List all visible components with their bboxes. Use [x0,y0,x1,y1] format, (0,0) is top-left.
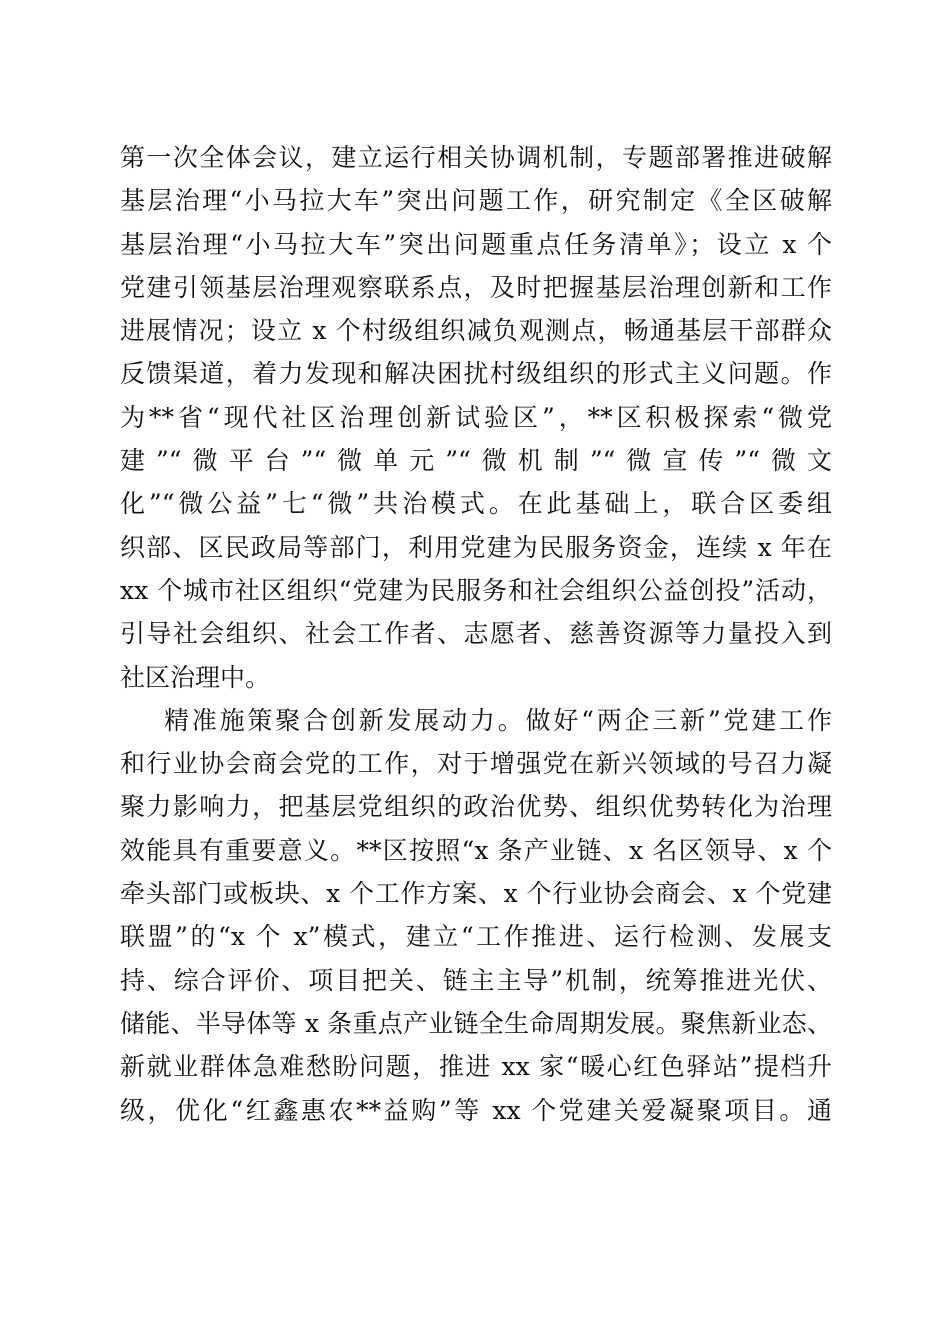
paragraph-line: 引导社会组织、社会工作者、志愿者、慈善资源等力量投入到 [120,619,832,649]
paragraph-1 [120,136,832,699]
paragraph-line: 基层治理“小马拉大车”突出问题工作，研究制定《全区破解 [120,186,832,216]
paragraph-line: 基层治理“小马拉大车”突出问题重点任务清单》；设立 x 个 [120,229,832,259]
paragraph-line: 为**省“现代社区治理创新试验区”，**区积极探索“微党 [120,402,832,432]
paragraph-2 [120,699,832,1132]
paragraph-line: 级，优化“红鑫惠农**益购”等 xx 个党建关爱凝聚项目。通 [120,1095,832,1125]
paragraph-line: 社区治理中。 [120,662,271,692]
paragraph-line: 建”“微平台”“微单元”“微机制”“微宣传”“微文 [120,446,832,476]
paragraph-line: 反馈渠道，着力发现和解决困扰村级组织的形式主义问题。作 [120,359,832,389]
paragraph-line: 进展情况；设立 x 个村级组织减负观测点，畅通基层干部群众 [120,316,832,346]
paragraph-line: 和行业协会商会党的工作，对于增强党在新兴领域的号召力凝 [120,749,832,779]
paragraph-line: 牵头部门或板块、x 个工作方案、x 个行业协会商会、x 个党建 [120,879,832,909]
paragraph-line: 织部、区民政局等部门，利用党建为民服务资金，连续 x 年在 [120,532,832,562]
paragraph-line: 联盟”的“x 个 x”模式，建立“工作推进、运行检测、发展支 [120,922,832,952]
paragraph-line: 化”“微公益”七“微”共治模式。在此基础上，联合区委组 [120,489,832,519]
paragraph-line: xx 个城市社区组织“党建为民服务和社会组织公益创投”活动， [120,575,832,605]
paragraph-line: 储能、半导体等 x 条重点产业链全生命周期发展。聚焦新业态、 [120,1008,832,1038]
paragraph-line: 精准施策聚合创新发展动力。做好“两企三新”党建工作 [164,705,832,735]
paragraph-line: 聚力影响力，把基层党组织的政治优势、组织优势转化为治理 [120,792,832,822]
paragraph-line: 效能具有重要意义。**区按照“x 条产业链、x 名区领导、x 个 [120,835,832,865]
paragraph-line: 持、综合评价、项目把关、链主主导”机制，统筹推进光伏、 [120,965,832,995]
paragraph-line: 党建引领基层治理观察联系点，及时把握基层治理创新和工作 [120,272,832,302]
paragraph-line: 新就业群体急难愁盼问题，推进 xx 家“暖心红色驿站”提档升 [120,1052,832,1082]
document-body [120,136,832,1132]
paragraph-line: 第一次全体会议，建立运行相关协调机制，专题部署推进破解 [120,143,832,172]
